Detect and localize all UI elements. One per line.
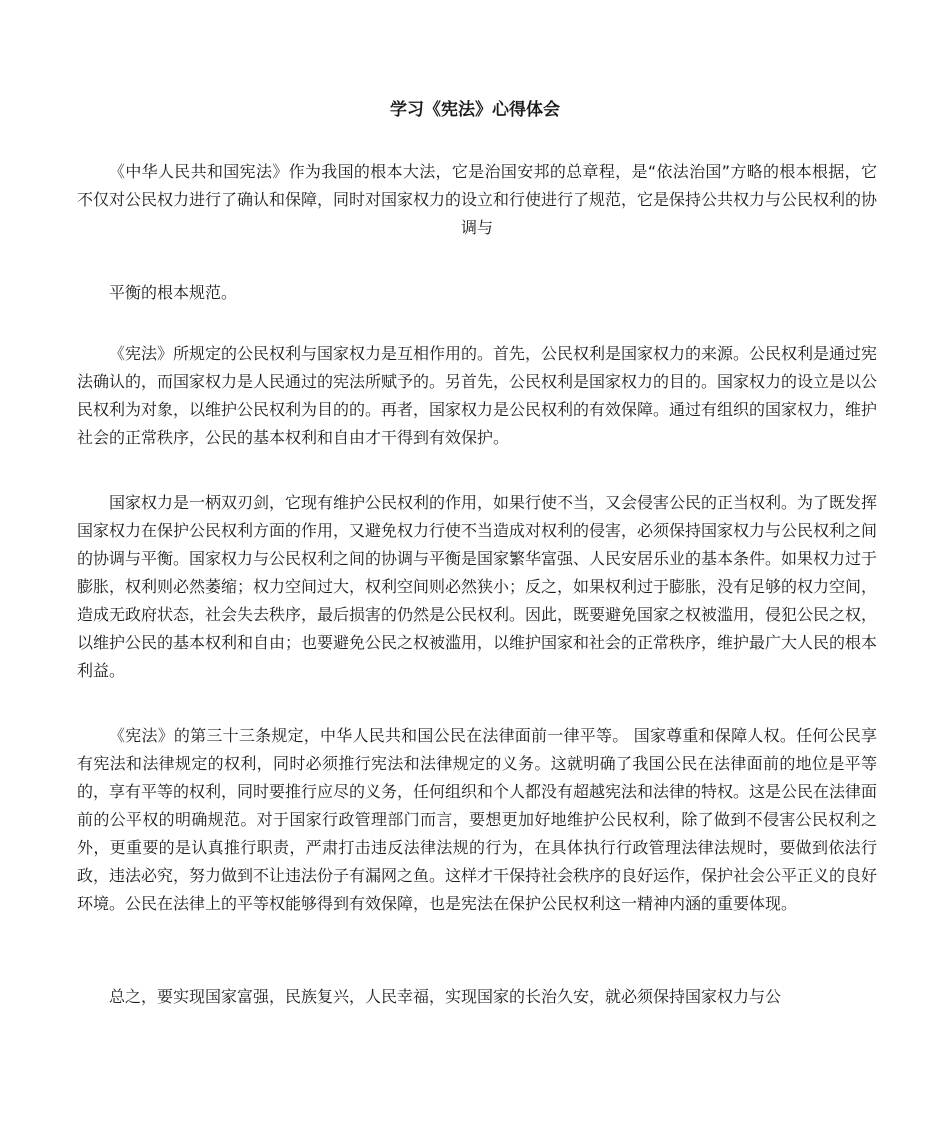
paragraph-conclusion: 总之，要实现国家富强，民族复兴，人民幸福，实现国家的长治久安，就必须保持国家权力与公 [109, 987, 782, 1006]
paragraph-rights-and-power: 《宪法》所规定的公民权利与国家权力是互相作用的。首先，公民权利是国家权力的来源。公民权利是通过宪法确认的，而国家权力是人民通过的宪法所赋予的。另首先，公民权利是国家权力的目的。国家权力的设立是以公民权利为对象，以维护公民权利为目的的。再者，国家权力是公民权利的有效保障。通过有组织的国家权力，维护社会的正常秩序，公民的基本权利和自由才干得到有效保护。 [77, 344, 878, 447]
paragraph-double-edged-sword: 国家权力是一柄双刃剑，它现有维护公民权利的作用，如果行使不当，又会侵害公民的正当权利。为了既发挥国家权力在保护公民权利方面的作用，又避免权力行使不当造成对权利的侵害，必须保持国家权力与公民权利之间的协调与平衡。国家权力与公民权利之间的协调与平衡是国家繁华富强、人民安居乐业的基本条件。如果权力过于膨胀，权利则必然萎缩；权力空间过大，权利空间则必然狭小；反之，如果权利过于膨胀，没有足够的权力空间，造成无政府状态，社会失去秩序，最后损害的仍然是公民权利。因此，既要避免国家之权被滥用，侵犯公民之权，以维护公民的基本权利和自由；也要避免公民之权被滥用，以维护国家和社会的正常秩序，维护最广大人民的根本利益。 [77, 493, 878, 680]
paragraph-article-33: 《宪法》的第三十三条规定，中华人民共和国公民在法律面前一律平等。 国家尊重和保障人权。任何公民享有宪法和法律规定的权利，同时必须推行宪法和法律规定的义务。这就明确了我国公民在法律面前的地位是平等的，享有平等的权利，同时要推行应尽的义务，任何组织和个人都没有超越宪法和法律的特权。这是公民在法律面前的公平权的明确规范。对于国家行政管理部门而言，要想更加好地维护公民权利，除了做到不侵害公民权利之外，更重要的是认真推行职责，严肃打击违反法律法规的行为，在具体执行行政管理法律法规时，要做到依法行政，违法必究，努力做到不让违法份子有漏网之鱼。这样才干保持社会秩序的良好运作，保护社会公平正义的良好环境。公民在法律上的平等权能够得到有效保障，也是宪法在保护公民权利这一精神内涵的重要体现。 [77, 726, 878, 913]
paragraph-intro-continued: 平衡的根本规范。 [109, 283, 238, 302]
paragraph-intro: 《中华人民共和国宪法》作为我国的根本大法，它是治国安邦的总章程，是“依法治国”方略的根本根据，它不仅对公民权力进行了确认和保障，同时对国家权力的设立和行使进行了规范，它是保持公共权力与公民权利的协调与 [77, 162, 878, 237]
document-title: 学习《宪法》心得体会 [390, 100, 560, 120]
